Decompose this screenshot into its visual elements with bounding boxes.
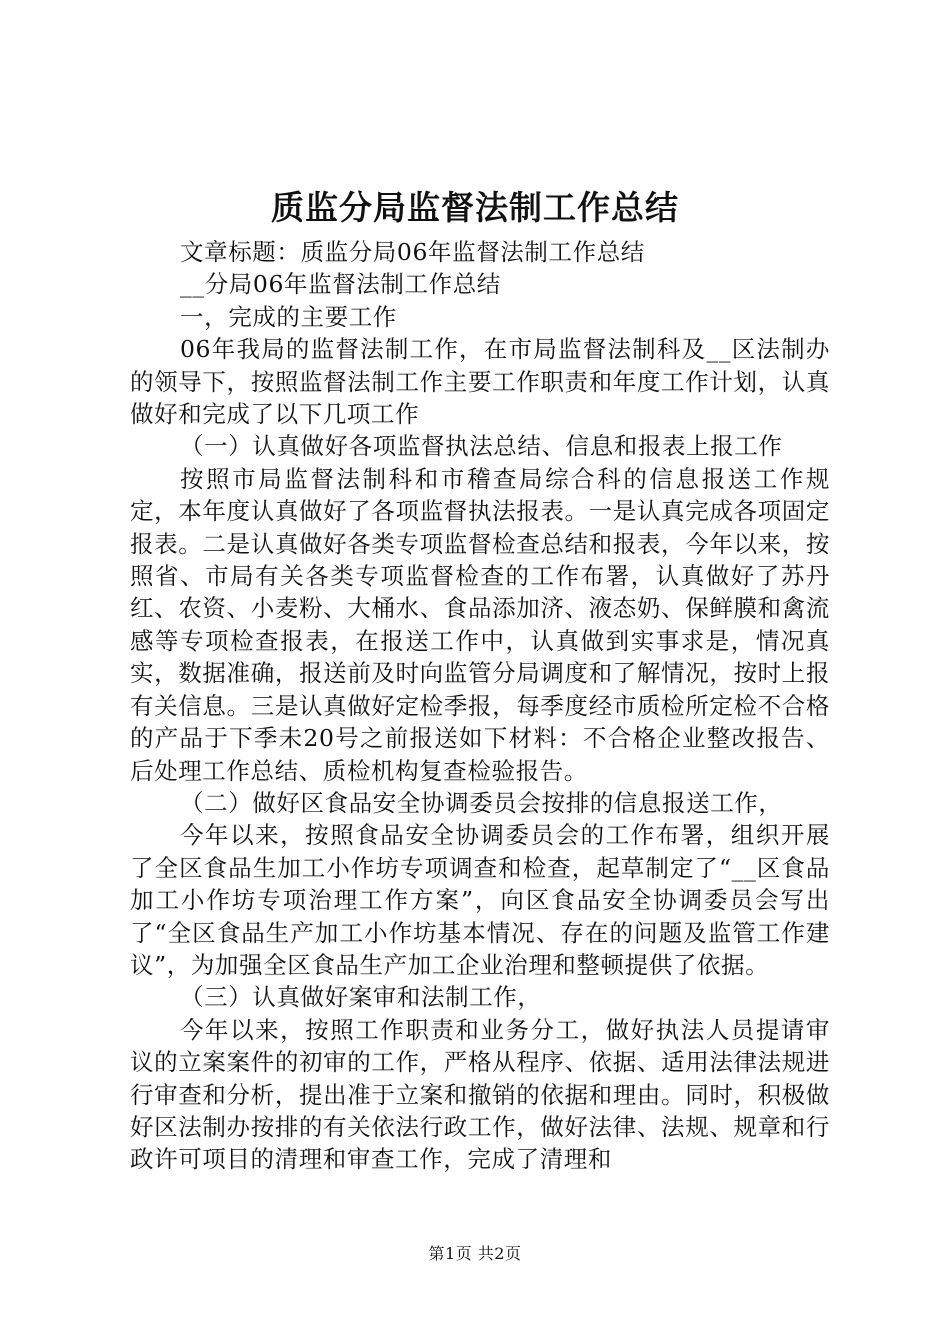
document-title: 质监分局监督法制工作总结 — [271, 188, 679, 227]
subtitle-line: __分局06年监督法制工作总结 — [180, 270, 501, 299]
article-title-line: 文章标题：质监分局06年监督法制工作总结 — [180, 238, 645, 266]
body-paragraph-2: 今年以来，按照食品安全协调委员会的工作布署，组织开展了全区食品生加工小作坊专项调查和检查，起草制定了“__区食品加工小作坊专项治理工作方案”，向区食品安全协调委员会写出了“全区食品生产加工小作坊基本情况、存在的问题及监管工作建议”，为加强全区食品生产加工企业治理和整顿提供了依据。 — [130, 821, 830, 979]
document-body — [130, 236, 830, 1176]
body-paragraph-3: 今年以来，按照工作职责和业务分工，做好执法人员提请审议的立案案件的初审的工作，严格从程序、依据、适用法律法规进行审查和分析，提出准于立案和撤销的依据和理由。同时，积极做好区法制办按排的有关依法行政工作，做好法律、法规、规章和行政许可项目的清理和审查工作，完成了清理和 — [130, 1015, 830, 1174]
page-footer: 第1页 共2页 — [428, 1244, 522, 1263]
intro-paragraph: 06年我局的监督法制工作，在市局监督法制科及__区法制办的领导下，按照监督法制工作主要工作职责和年度工作计划，认真做好和完成了以下几项工作 — [130, 335, 830, 429]
body-paragraph-1: 按照市局监督法制科和市稽查局综合科的信息报送工作规定，本年度认真做好了各项监督执法报表。一是认真完成各项固定报表。二是认真做好各类专项监督检查总结和报表，今年以来，按照省、市局有关各类专项监督检查的工作布署，认真做好了苏丹红、农资、小麦粉、大桶水、食品添加济、液态奶、保鲜膜和禽流感等专项检查报表，在报送工作中，认真做到实事求是，情况真实，数据准确，报送前及时向监管分局调度和了解情况，按时上报有关信息。三是认真做好定检季报，每季度经市质检所定检不合格的产品于下季未20号之前报送如下材料：不合格企业整改报告、后处理工作总结、质检机构复查检验报告。 — [130, 464, 830, 785]
section-heading: 一，完成的主要工作 — [180, 302, 397, 331]
subsection-heading-1: （一）认真做好各项监督执法总结、信息和报表上报工作 — [180, 432, 783, 461]
subsection-heading-3: （三）认真做好案审和法制工作， — [180, 983, 542, 1012]
subsection-heading-2: （二）做好区食品安全协调委员会按排的信息报送工作， — [180, 788, 783, 817]
